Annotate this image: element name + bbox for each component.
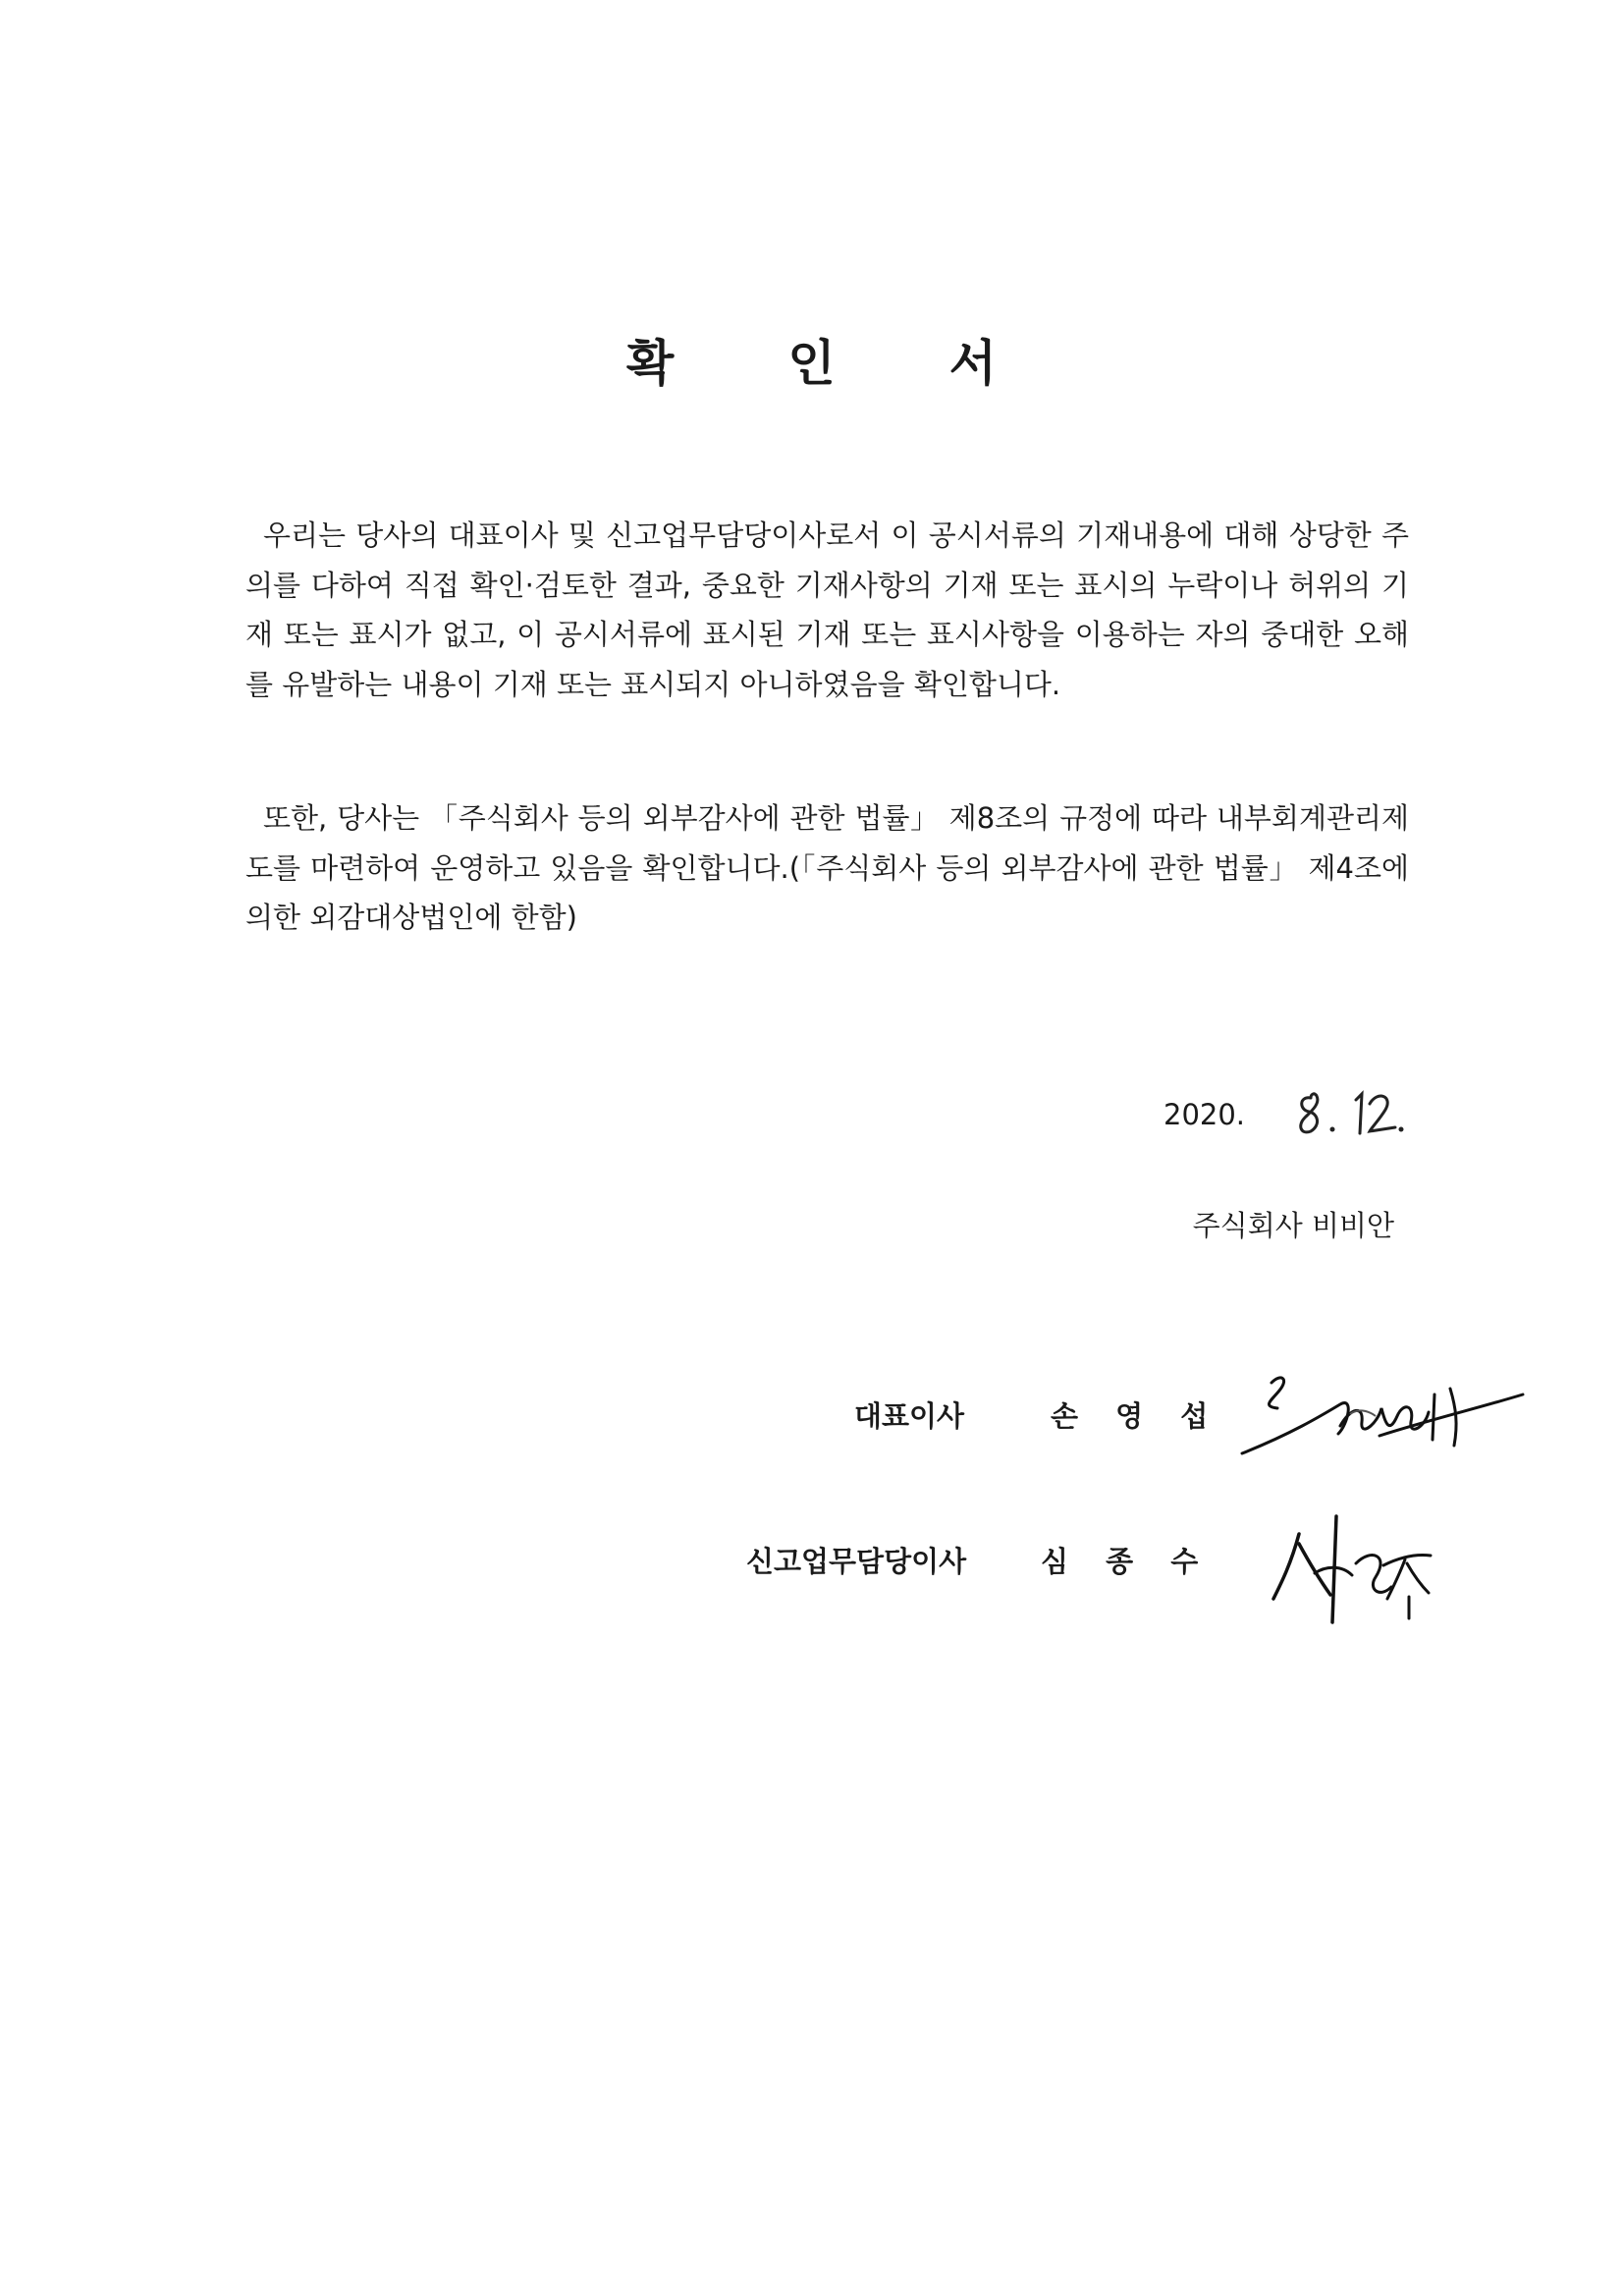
ceo-signature [1232, 1365, 1527, 1473]
title-char-1: 확 [626, 335, 675, 392]
internal-control-paragraph: 또한, 당사는 「주식회사 등의 외부감사에 관한 법률」 제8조의 규정에 따라 내부회계관리제도를 마련하여 운영하고 있음을 확인합니다.(「주식회사 등의 외부감사에 관한 법률」 제4조에 의한 외감대상법인에 한함) [245, 801, 1409, 934]
signatory-name: 심 종 수 [1041, 1545, 1213, 1578]
director-signature [1262, 1504, 1438, 1632]
title-char-2: 인 [787, 335, 836, 392]
company-name: 주식회사 비비안 [1192, 1209, 1394, 1242]
date-printed: 2020. [1163, 1098, 1246, 1131]
document-title [0, 324, 1623, 395]
signatory-disclosure-director [746, 1540, 1213, 1579]
signatory-ceo [854, 1394, 1222, 1434]
signatory-role: 신고업무담당이사 [746, 1545, 967, 1578]
confirmation-paragraph: 우리는 당사의 대표이사 및 신고업무담당이사로서 이 공시서류의 기재내용에 대해 상당한 주의를 다하여 직접 확인·검토한 결과, 중요한 기재사항의 기재 또는 표시의 누락이나 허위의 기재 또는 표시가 없고, 이 공시서류에 표시된 기재 또는 표시사항을 이용하는 자의 중대한 오해를 유발하는 내용이 기재 또는 표시되지 아니하였음을 확인합니다. [245, 519, 1409, 701]
title-char-3: 서 [948, 335, 997, 392]
handwritten-date [1291, 1076, 1419, 1145]
signatory-name: 손 영 섭 [1051, 1399, 1222, 1433]
document-date [1163, 1098, 1458, 1131]
signatory-role: 대표이사 [854, 1399, 965, 1433]
